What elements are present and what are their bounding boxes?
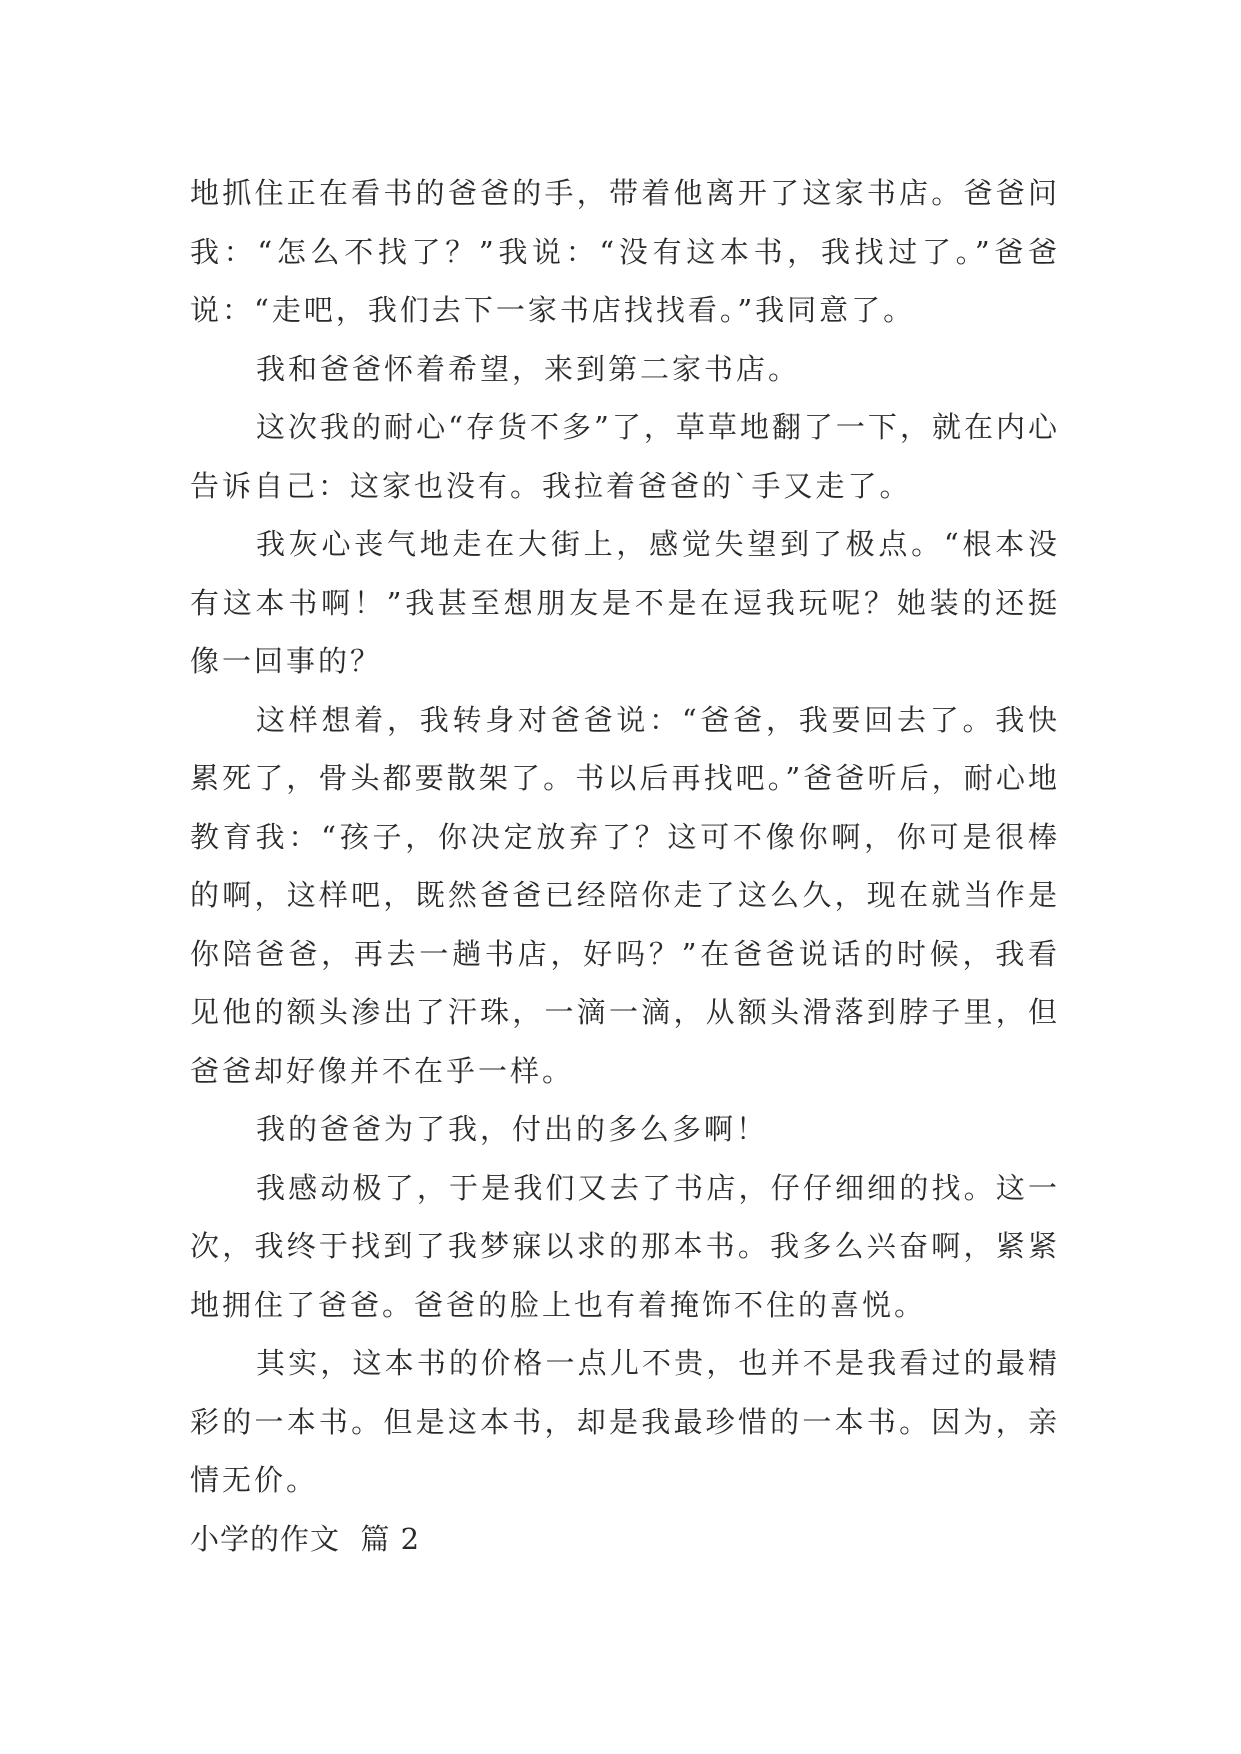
- paragraph: 地抓住正在看书的爸爸的手，带着他离开了这家书店。爸爸问我：“怎么不找了？”我说：“没有这本书，我找过了。”爸爸说：“走吧，我们去下一家书店找找看。”我同意了。: [190, 176, 1060, 327]
- paragraph: 这次我的耐心“存货不多”了，草草地翻了一下，就在内心告诉自己：这家也没有。我拉着爸爸的`手又走了。: [190, 410, 1060, 503]
- paragraph: 我感动极了，于是我们又去了书店，仔仔细细的找。这一次，我终于找到了我梦寐以求的那本书。我多么兴奋啊，紧紧地拥住了爸爸。爸爸的脸上也有着掩饰不住的喜悦。: [190, 1170, 1060, 1322]
- paragraph: 其实，这本书的价格一点儿不贵，也并不是我看过的最精彩的一本书。但是这本书，却是我最珍惜的一本书。因为，亲情无价。: [190, 1346, 1060, 1497]
- paragraph: 我和爸爸怀着希望，来到第二家书店。: [256, 351, 801, 386]
- paragraph: 我的爸爸为了我，付出的多么多啊！: [256, 1112, 769, 1146]
- paragraph: 我灰心丧气地走在大街上，感觉失望到了极点。“根本没有这本书啊！”我甚至想朋友是不是在逗我玩呢？她装的还挺像一回事的？: [190, 527, 1060, 678]
- section-heading: 小学的作文 篇 2: [190, 1521, 421, 1556]
- paragraph: 这样想着，我转身对爸爸说：“爸爸，我要回去了。我快累死了，骨头都要散架了。书以后再找吧。”爸爸听后，耐心地教育我：“孩子，你决定放弃了？这可不像你啊，你可是很棒的啊，这样吧，既然爸爸已经陪你走了这么久，现在就当作是你陪爸爸，再去一趟书店，好吗？”在爸爸说话的时候，我看见他的额头渗出了汗珠，一滴一滴，从额头滑落到脖子里，但爸爸却好像并不在乎一样。: [190, 702, 1060, 1088]
- document-body: [190, 164, 1060, 1568]
